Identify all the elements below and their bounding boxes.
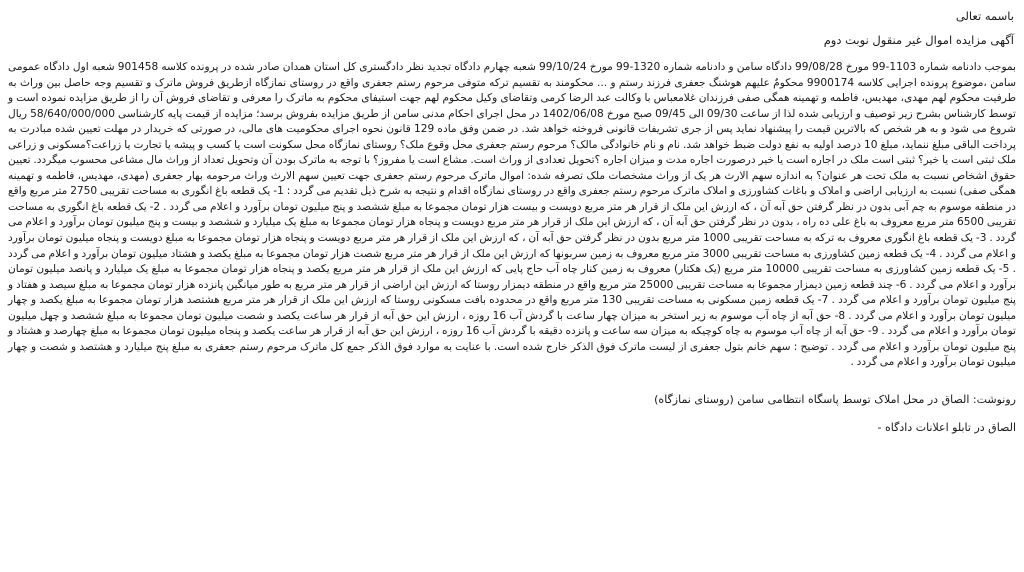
greeting-heading: باسمه تعالی bbox=[955, 9, 1014, 23]
notice-body: بموجب دادنامه شماره 1103-99 مورخ 99/08/28 دادگاه سامن و دادنامه شماره 1320-99 مورخ 99/10/24 شعبه چهارم دادگاه تجدید نظر دادگستری کل استان همدان صادر شده در پرونده کلاسه 901458 شعبه اول دادگاه عمومی سامن ،موضوع پرونده اجرایی کلاسه 9900174 محکومٌ علیهم هوشنگ جعفری فرزند رستم و ... محکومند به تقسیم ترکه متوفی مرحوم رستم جعفری واقع در روستای نمازگاه ازطریق فروش ماترک و تقسیم وجه حاصل بین وراث به طرفیت محکوم لهم مهدی، مهدیس، فاطمه و تهمینه همگی صفی فرزندان غلامعباس با وکالت عبد الرضا کرمی وتقاضای وکیل محکوم لهم جهت استیفای محکوم به ماترک را معرفی و تقاضای فروش آن را از طریق مزایده نموده است و توسط کارشناس بشرح زیر توصیف و ارزیابی شده لذا از ساعت 09/30 الی 09/45 صبح مورخ 1402/06/08 در محل اجرای احکام مدنی سامن از طریق مزایده بفروش برسد؛ مزایده از قیمت پایه کارشناسی 58/640/000/000 ریال شروع می شود و به هر شخص که بالاترین قیمت را پیشنهاد نماید پس از جری تشریفات قانونی فروخته خواهد شد. در ضمن وفق ماده 129 قانون نحوه اجرای محکومیت های مالی، در صورتی که خریدار در مهلت تعیین شده مبادرت به پرداخت الباقی مبلغ ننماید، مبلغ 10 درصد اولیه به نفع دولت ضبط خواهد شد. نام و نام خانوادگی مالک؟ مرحوم رستم جعفری محل وقوع ملک؟ روستای نمازگاه محل سکونت است یا کسب و پیشه یا تجارت یا زراعت؟مسکونی و زراعی ملک ثبتی است یا خیر؟ ثبتی است ملک در اجاره است یا خیر درصورت اجاره مدت و میزان اجاره ؟تحویل تعدادی از وراث است. مشاع است یا مفروز؟ با توجه به ماترک بودن آن وتحویل تعداد از وراث مال مشاعی محسوب میگردد. تعیین حقوق اشخاص نسبت به ملک تحت هر عنوان؟ به اندازه سهم الارث هر یک از وراث مشخصات ملک تصرفه شده: اموال ماترک مرحوم رستم جعفری جهت تعیین سهم الارث وراث مرحومه بهار جعفری (مهدی، مهدیس، فاطمه و تهمینه همگی صفی) نسبت به ارزیابی اراضی و املاک و باغات کشاورزی و املاک ماترک مرحوم رستم جعفری واقع در روستای نمازگاه اقدام و نتیجه به شرح ذیل تقدیم می گردد : 1- یک قطعه باغ انگوری به مساحت تقریبی 2750 متر مربع واقع در منطقه موسوم به چم آبی بدون در نظر گرفتن حق آبه آن ، که ارزش این ملک از قرار هر متر مربع دویست و بیست هزار تومان مجموعا به مبلغ ششصد و پنج میلیون تومان برآورد و اعلام می گردد . 2- یک قطعه باغ انگوری به مساحت تقریبی 6500 متر مربع معروف به باغ علی ده راه ، بدون در نظر گرفتن حق آبه آن ، که ارزش این ملک از قرار هر متر مربع دویست و پنجاه هزار تومان مجموعا به مبلغ یک میلیارد و ششصد و بیست و پنج میلیون تومان برآورد و اعلام می گردد . 3- یک قطعه باغ انگوری معروف به ترکه به مساحت تقریبی 1000 متر مربع بدون در نظر گرفتن حق آبه آن ، که ارزش این ملک از قرار هر متر مربع دویست و پنجاه هزار تومان مجموعا به مبلغ دویست و پنجاه میلیون تومان برآورد و اعلام می گردد . 4- یک قطعه زمین کشاورزی به مساحت تقریبی 3000 متر مربع معروف به زمین سربونها که ارزش این ملک از قرار هر متر مربع شصت هزار تومان مجموعا به مبلغ یکصد و هشتاد میلیون تومان برآورد و اعلام می گردد . 5- یک قطعه زمین کشاورزی به مساحت تقریبی 10000 متر مربع (یک هکتار) معروف به زمین کنار چاه آب حاج پایی که ارزش این ملک از قرار هر متر مربع یکصد و پنجاه هزار تومان مجموعا به مبلغ یک میلیارد و پانصد میلیون تومان برآورد و اعلام می گردد . 6- چند قطعه زمین دیمزار مجموعا به مساحت تقریبی 25000 متر مربع واقع در منطقه دیمزار روستا که ارزش این اراضی از قرار هر متر مربع به طور میانگین پانزده هزار تومان مجموعا به مبلغ سیصد و هفتاد و پنج میلیون تومان برآورد و اعلام می گردد . 7- یک قطعه زمین مسکونی به مساحت تقریبی 130 متر مربع واقع در محدوده بافت مسکونی روستا که ارزش این ملک از قرار هر متر مربع هشتصد هزار تومان مجموعا به مبلغ یکصد و چهار میلیون تومان برآورد و اعلام می گردد . 8- حق آبه از چاه آب موسوم به زیر استخر به میزان چهار ساعت با گردش آب 16 روزه ، ارزش این حق آبه از قرار هر ساعت یکصد و شصت میلیون تومان مجموعا به مبلغ ششصد و چهل میلیون تومان برآورد و اعلام می گردد . 9- حق آبه از چاه آب موسوم به چاه کوچیکه به میزان سه ساعت و پانزده دقیقه با گردش آب 16 روزه ، ارزش این حق آبه از قرار هر ساعت یکصد و پنجاه میلیون تومان مجموعا به مبلغ چهارصد و هشتاد و پنج میلیون تومان برآورد و اعلام می گردد . توضیح : سهم خانم بتول جعفری از لیست ماترک فوق الذکر خارج شده است. با عنایت به موارد فوق الذکر جمع کل ماترک مرحوم رستم جعفری به مبلغ پنج میلیارد و هشتصد و شصت و چهار میلیون تومان برآورد و اعلام می گردد . bbox=[8, 61, 1017, 369]
board-note: الصاق در تابلو اعلانات دادگاه - bbox=[877, 420, 1016, 434]
copy-note: رونوشت: الصاق در محل املاک توسط پاسگاه انتظامی سامن (روستای نمازگاه) bbox=[654, 392, 1016, 406]
notice-title: آگهی مزایده اموال غیر منقول نوبت دوم bbox=[823, 33, 1014, 47]
